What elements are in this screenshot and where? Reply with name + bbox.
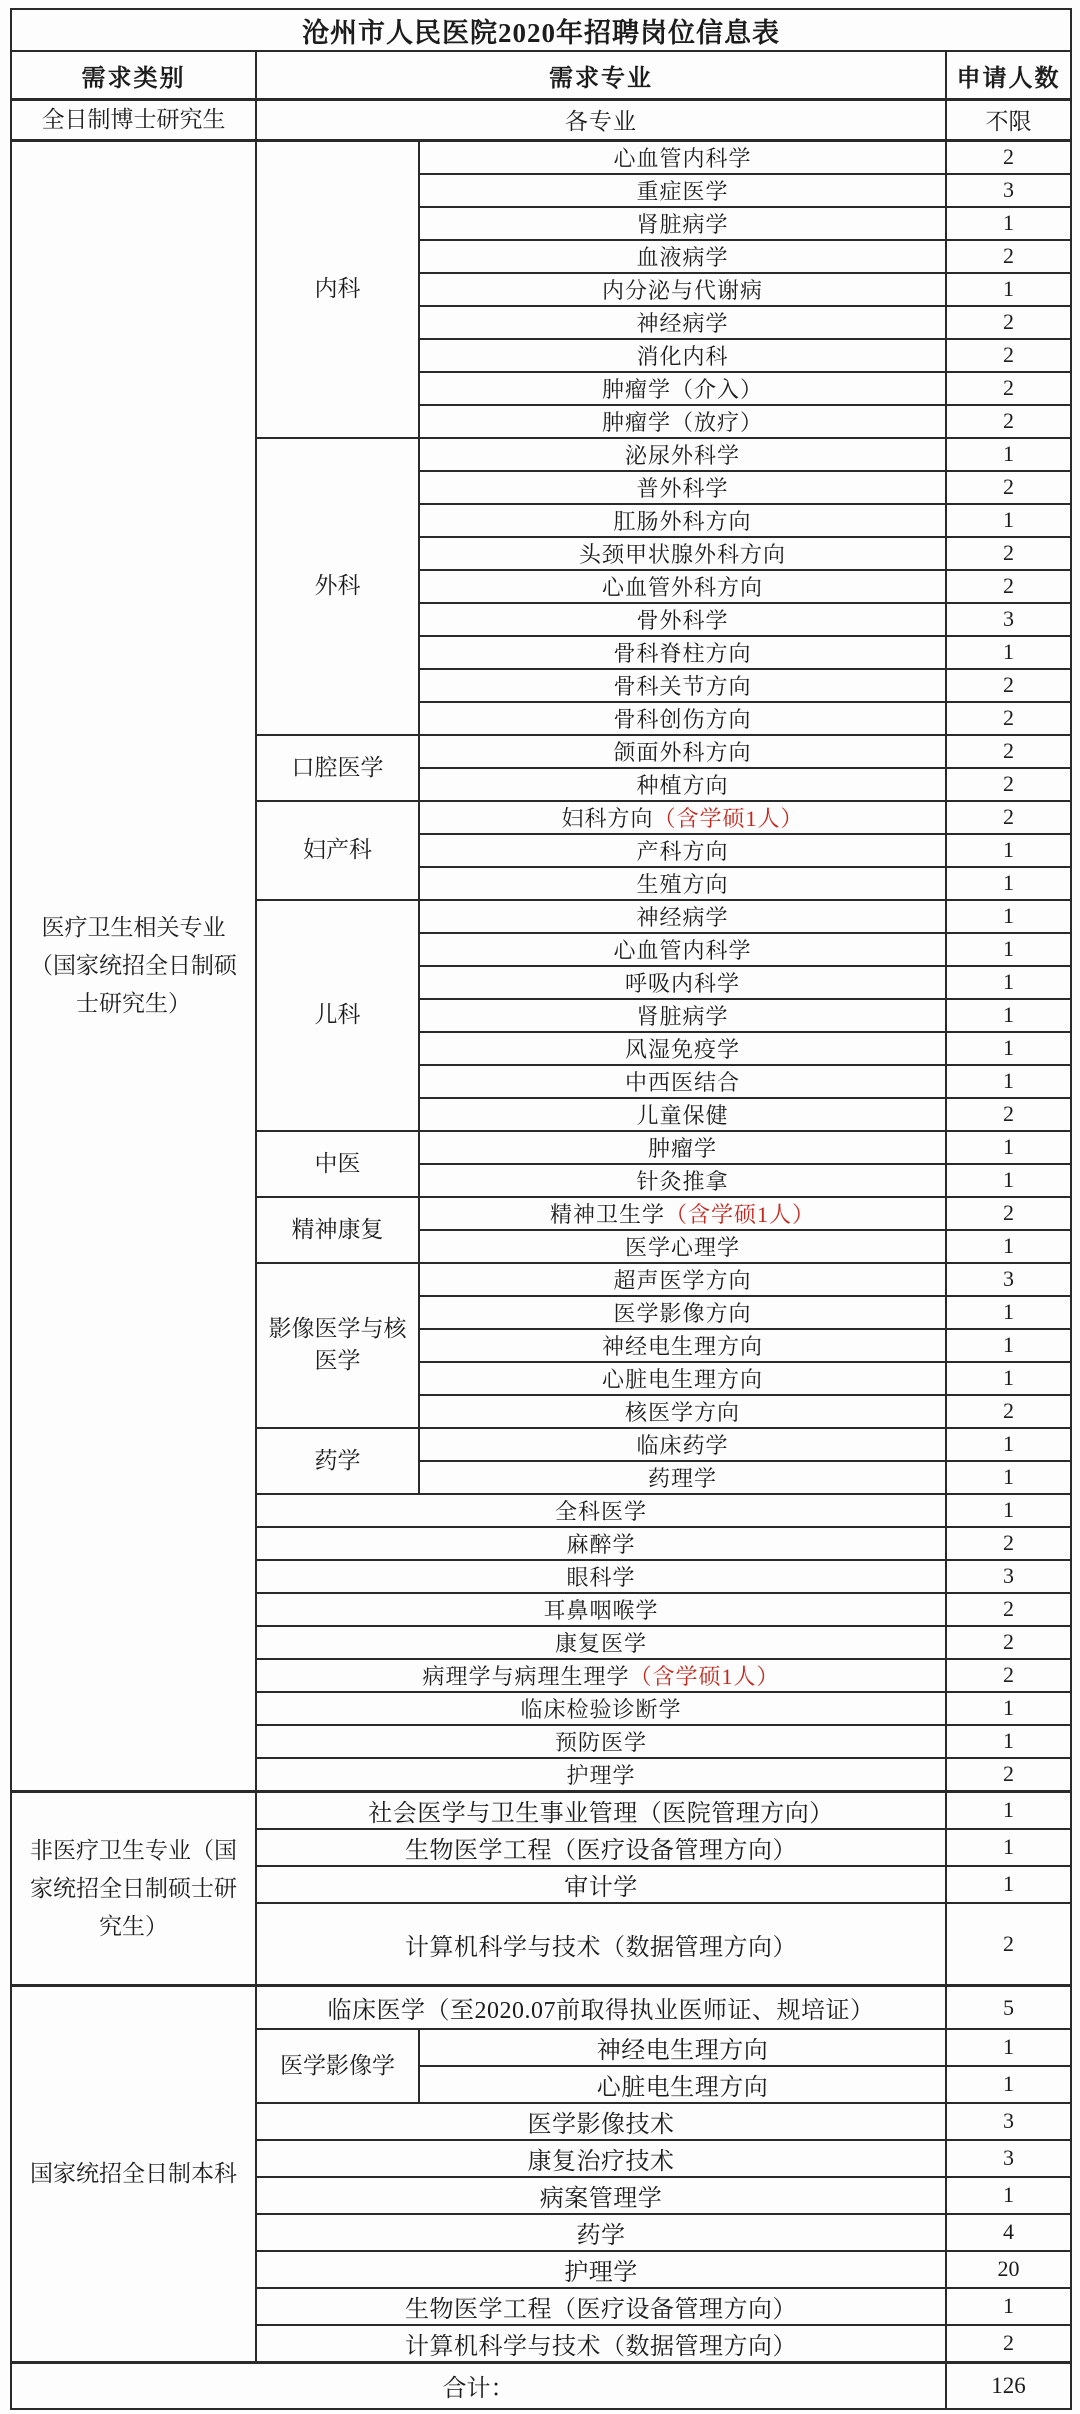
specialty-label: 病案管理学 — [539, 2185, 663, 2212]
specialty-label: 骨外科学 — [636, 607, 729, 633]
column-header-category: 需求类别 — [11, 51, 256, 100]
count-cell: 2 — [946, 306, 1071, 339]
specialty-label: 临床检验诊断学 — [520, 1696, 682, 1722]
specialty-label: 肾脏病学 — [636, 1003, 729, 1029]
count-cell: 1 — [946, 867, 1071, 900]
count-cell: 1 — [946, 1866, 1071, 1903]
count-cell: 3 — [946, 2140, 1071, 2177]
specialty-label: 精神卫生学 — [549, 1201, 665, 1227]
red-note: （含学硕1人） — [665, 1201, 816, 1227]
count-cell: 1 — [946, 1065, 1071, 1098]
count-cell: 1 — [946, 1230, 1071, 1263]
specialty-label: 生物医学工程（医疗设备管理方向） — [405, 2296, 797, 2323]
group-cell: 内科 — [256, 140, 419, 438]
count-cell: 1 — [946, 2066, 1071, 2103]
specialty-label: 产科方向 — [636, 838, 729, 864]
specialty-cell — [419, 1362, 946, 1395]
specialty-cell — [419, 1131, 946, 1164]
specialty-label: 临床医学（至2020.07前取得执业医师证、规培证） — [327, 1998, 875, 2025]
specialty-label: 儿童保健 — [636, 1102, 729, 1128]
specialty-cell — [256, 2288, 946, 2325]
count-cell: 2 — [946, 140, 1071, 174]
count-cell: 3 — [946, 1560, 1071, 1593]
specialty-cell — [419, 504, 946, 537]
group-cell: 儿科 — [256, 900, 419, 1131]
category-cell: 全日制博士研究生 — [11, 100, 256, 141]
specialty-label: 骨科创伤方向 — [613, 706, 752, 732]
specialty-label: 护理学 — [566, 1762, 636, 1788]
count-cell: 20 — [946, 2251, 1071, 2288]
specialty-cell — [256, 2214, 946, 2251]
specialty-label: 社会医学与卫生事业管理（医院管理方向） — [368, 1800, 834, 1827]
specialty-label: 针灸推拿 — [636, 1168, 729, 1194]
specialty-label: 中西医结合 — [624, 1069, 740, 1095]
count-cell: 1 — [946, 1362, 1071, 1395]
count-cell: 2 — [946, 339, 1071, 372]
total-label: 合计： — [11, 2362, 946, 2409]
count-cell: 2 — [946, 405, 1071, 438]
count-cell: 1 — [946, 1829, 1071, 1866]
count-cell: 不限 — [946, 100, 1071, 141]
specialty-label: 康复医学 — [554, 1630, 647, 1656]
specialty-cell — [256, 1791, 946, 1829]
count-cell: 2 — [946, 1197, 1071, 1230]
specialty-cell — [419, 273, 946, 306]
specialty-label: 头颈甲状腺外科方向 — [578, 541, 786, 567]
specialty-cell — [419, 1065, 946, 1098]
count-cell: 2 — [946, 537, 1071, 570]
specialty-cell — [419, 900, 946, 933]
header-row — [11, 51, 1071, 100]
specialty-label: 心血管内科学 — [613, 937, 752, 963]
specialty-label: 种植方向 — [636, 772, 729, 798]
group-cell: 影像医学与核医学 — [256, 1263, 419, 1428]
specialty-label: 颌面外科方向 — [613, 739, 752, 765]
specialty-label: 各专业 — [565, 109, 637, 135]
group-cell: 中医 — [256, 1131, 419, 1197]
group-cell: 口腔医学 — [256, 735, 419, 801]
specialty-label: 泌尿外科学 — [624, 442, 740, 468]
specialty-label: 重症医学 — [636, 178, 729, 204]
count-cell: 1 — [946, 933, 1071, 966]
specialty-cell — [256, 1659, 946, 1692]
specialty-label: 眼科学 — [566, 1564, 636, 1590]
count-cell: 1 — [946, 2029, 1071, 2066]
specialty-cell — [419, 372, 946, 405]
count-cell: 3 — [946, 603, 1071, 636]
specialty-label: 风湿免疫学 — [624, 1036, 740, 1062]
specialty-cell — [419, 1395, 946, 1428]
specialty-label: 康复治疗技术 — [527, 2148, 675, 2175]
specialty-cell — [419, 240, 946, 273]
count-cell: 2 — [946, 702, 1071, 735]
specialty-cell — [256, 1560, 946, 1593]
group-cell: 外科 — [256, 438, 419, 735]
table-row — [11, 1791, 1071, 1829]
count-cell: 1 — [946, 1725, 1071, 1758]
count-cell: 3 — [946, 1263, 1071, 1296]
specialty-cell — [256, 1725, 946, 1758]
specialty-cell — [419, 438, 946, 471]
specialty-cell — [419, 570, 946, 603]
specialty-cell — [256, 1692, 946, 1725]
count-cell: 2 — [946, 1395, 1071, 1428]
specialty-label: 临床药学 — [636, 1432, 729, 1458]
specialty-label: 预防医学 — [554, 1729, 647, 1755]
count-cell: 1 — [946, 636, 1071, 669]
specialty-label: 内分泌与代谢病 — [601, 277, 763, 303]
specialty-label: 计算机科学与技术（数据管理方向） — [405, 2333, 797, 2360]
table-row — [11, 140, 1071, 174]
count-cell: 1 — [946, 1692, 1071, 1725]
count-cell: 1 — [946, 900, 1071, 933]
specialty-label: 审计学 — [564, 1874, 638, 1901]
count-cell: 2 — [946, 1626, 1071, 1659]
title-row — [11, 9, 1071, 51]
specialty-cell — [419, 735, 946, 768]
specialty-label: 生物医学工程（医疗设备管理方向） — [405, 1837, 797, 1864]
count-cell: 2 — [946, 1659, 1071, 1692]
table-body — [11, 9, 1071, 2362]
count-cell: 2 — [946, 768, 1071, 801]
count-cell: 1 — [946, 1164, 1071, 1197]
specialty-cell — [419, 1263, 946, 1296]
specialty-cell — [256, 2251, 946, 2288]
specialty-label: 肛肠外科方向 — [613, 508, 752, 534]
specialty-cell — [419, 834, 946, 867]
specialty-cell — [419, 2029, 946, 2066]
specialty-cell — [419, 1461, 946, 1494]
specialty-label: 心血管内科学 — [613, 145, 752, 171]
specialty-label: 神经病学 — [636, 310, 729, 336]
specialty-cell — [419, 1428, 946, 1461]
count-cell: 1 — [946, 1428, 1071, 1461]
specialty-label: 普外科学 — [636, 475, 729, 501]
specialty-label: 肿瘤学 — [647, 1135, 717, 1161]
specialty-cell — [256, 2140, 946, 2177]
column-header-specialty: 需求专业 — [256, 51, 946, 100]
specialty-cell — [256, 1986, 946, 2029]
recruitment-table — [10, 8, 1072, 2410]
specialty-cell — [256, 2103, 946, 2140]
category-cell: 非医疗卫生专业（国家统招全日制硕士研究生） — [11, 1791, 256, 1986]
specialty-label: 心血管外科方向 — [601, 574, 763, 600]
red-note: （含学硕1人） — [629, 1663, 780, 1689]
specialty-cell — [419, 1329, 946, 1362]
count-cell: 1 — [946, 273, 1071, 306]
count-cell: 1 — [946, 504, 1071, 537]
specialty-label: 超声医学方向 — [613, 1267, 752, 1293]
specialty-label: 神经电生理方向 — [596, 2037, 769, 2064]
specialty-cell — [419, 933, 946, 966]
count-cell: 2 — [946, 669, 1071, 702]
table-row — [11, 1986, 1071, 2029]
specialty-cell — [419, 471, 946, 504]
specialty-label: 核医学方向 — [624, 1399, 740, 1425]
specialty-label: 神经电生理方向 — [601, 1333, 763, 1359]
specialty-cell — [419, 140, 946, 174]
count-cell: 2 — [946, 801, 1071, 834]
specialty-cell — [419, 306, 946, 339]
category-cell: 医疗卫生相关专业（国家统招全日制硕士研究生） — [11, 140, 256, 1791]
specialty-cell — [419, 801, 946, 834]
specialty-cell — [419, 405, 946, 438]
specialty-cell — [256, 1494, 946, 1527]
specialty-label: 肾脏病学 — [636, 211, 729, 237]
specialty-cell — [256, 1626, 946, 1659]
page-title: 沧州市人民医院2020年招聘岗位信息表 — [11, 9, 1071, 51]
specialty-cell — [256, 1593, 946, 1626]
specialty-label: 全科医学 — [554, 1498, 647, 1524]
specialty-cell — [256, 100, 946, 141]
group-cell: 药学 — [256, 1428, 419, 1494]
specialty-label: 医学影像技术 — [527, 2111, 675, 2138]
specialty-label: 耳鼻咽喉学 — [543, 1597, 659, 1623]
count-cell: 2 — [946, 471, 1071, 504]
count-cell: 1 — [946, 1131, 1071, 1164]
count-cell: 1 — [946, 2177, 1071, 2214]
specialty-cell — [419, 999, 946, 1032]
count-cell: 2 — [946, 372, 1071, 405]
count-cell: 1 — [946, 1329, 1071, 1362]
count-cell: 1 — [946, 999, 1071, 1032]
specialty-cell — [419, 1197, 946, 1230]
specialty-label: 医学影像方向 — [613, 1300, 752, 1326]
red-note: （含学硕1人） — [653, 805, 804, 831]
specialty-label: 药学 — [576, 2222, 626, 2249]
specialty-label: 心脏电生理方向 — [596, 2074, 769, 2101]
count-cell: 2 — [946, 240, 1071, 273]
specialty-cell — [419, 1032, 946, 1065]
count-cell: 1 — [946, 1791, 1071, 1829]
count-cell: 2 — [946, 1758, 1071, 1792]
count-cell: 1 — [946, 1296, 1071, 1329]
specialty-cell — [256, 1829, 946, 1866]
specialty-cell — [256, 1866, 946, 1903]
count-cell: 2 — [946, 570, 1071, 603]
group-cell: 医学影像学 — [256, 2029, 419, 2103]
count-cell: 2 — [946, 1593, 1071, 1626]
specialty-cell — [419, 768, 946, 801]
specialty-cell — [419, 2066, 946, 2103]
specialty-cell — [419, 1296, 946, 1329]
category-cell: 国家统招全日制本科 — [11, 1986, 256, 2363]
specialty-label: 呼吸内科学 — [624, 970, 740, 996]
specialty-label: 护理学 — [564, 2259, 638, 2286]
specialty-label: 骨科关节方向 — [613, 673, 752, 699]
specialty-cell — [256, 1758, 946, 1792]
specialty-cell — [419, 1230, 946, 1263]
count-cell: 2 — [946, 1903, 1071, 1986]
specialty-label: 心脏电生理方向 — [601, 1366, 763, 1392]
specialty-cell — [419, 867, 946, 900]
count-cell: 4 — [946, 2214, 1071, 2251]
specialty-label: 计算机科学与技术（数据管理方向） — [405, 1934, 797, 1961]
specialty-label: 生殖方向 — [636, 871, 729, 897]
count-cell: 2 — [946, 1527, 1071, 1560]
specialty-label: 神经病学 — [636, 904, 729, 930]
specialty-label: 肿瘤学（介入） — [601, 376, 763, 402]
specialty-cell — [419, 174, 946, 207]
count-cell: 2 — [946, 2325, 1071, 2363]
specialty-label: 医学心理学 — [624, 1234, 740, 1260]
table-row — [11, 100, 1071, 141]
specialty-label: 血液病学 — [636, 244, 729, 270]
specialty-cell — [256, 1527, 946, 1560]
count-cell: 1 — [946, 2288, 1071, 2325]
specialty-cell — [419, 669, 946, 702]
column-header-count: 申请人数 — [946, 51, 1071, 100]
specialty-label: 消化内科 — [636, 343, 729, 369]
specialty-cell — [419, 1164, 946, 1197]
specialty-cell — [419, 603, 946, 636]
total-count: 126 — [946, 2362, 1071, 2409]
group-cell: 妇产科 — [256, 801, 419, 900]
specialty-label: 病理学与病理生理学 — [422, 1663, 630, 1689]
count-cell: 1 — [946, 1461, 1071, 1494]
specialty-label: 妇科方向 — [561, 805, 654, 831]
count-cell: 1 — [946, 207, 1071, 240]
specialty-cell — [256, 1903, 946, 1986]
specialty-cell — [419, 1098, 946, 1131]
specialty-cell — [419, 702, 946, 735]
count-cell: 1 — [946, 1032, 1071, 1065]
count-cell: 2 — [946, 1098, 1071, 1131]
count-cell: 5 — [946, 1986, 1071, 2029]
count-cell: 2 — [946, 735, 1071, 768]
total-row — [11, 2362, 1071, 2409]
group-cell: 精神康复 — [256, 1197, 419, 1263]
count-cell: 1 — [946, 438, 1071, 471]
specialty-cell — [256, 2177, 946, 2214]
count-cell: 1 — [946, 966, 1071, 999]
count-cell: 1 — [946, 1494, 1071, 1527]
specialty-label: 麻醉学 — [566, 1531, 636, 1557]
specialty-label: 肿瘤学（放疗） — [601, 409, 763, 435]
specialty-cell — [419, 207, 946, 240]
count-cell: 3 — [946, 2103, 1071, 2140]
count-cell: 3 — [946, 174, 1071, 207]
specialty-cell — [419, 636, 946, 669]
count-cell: 1 — [946, 834, 1071, 867]
specialty-cell — [419, 966, 946, 999]
specialty-cell — [419, 339, 946, 372]
specialty-label: 药理学 — [647, 1465, 717, 1491]
specialty-cell — [256, 2325, 946, 2363]
specialty-cell — [419, 537, 946, 570]
specialty-label: 骨科脊柱方向 — [613, 640, 752, 666]
